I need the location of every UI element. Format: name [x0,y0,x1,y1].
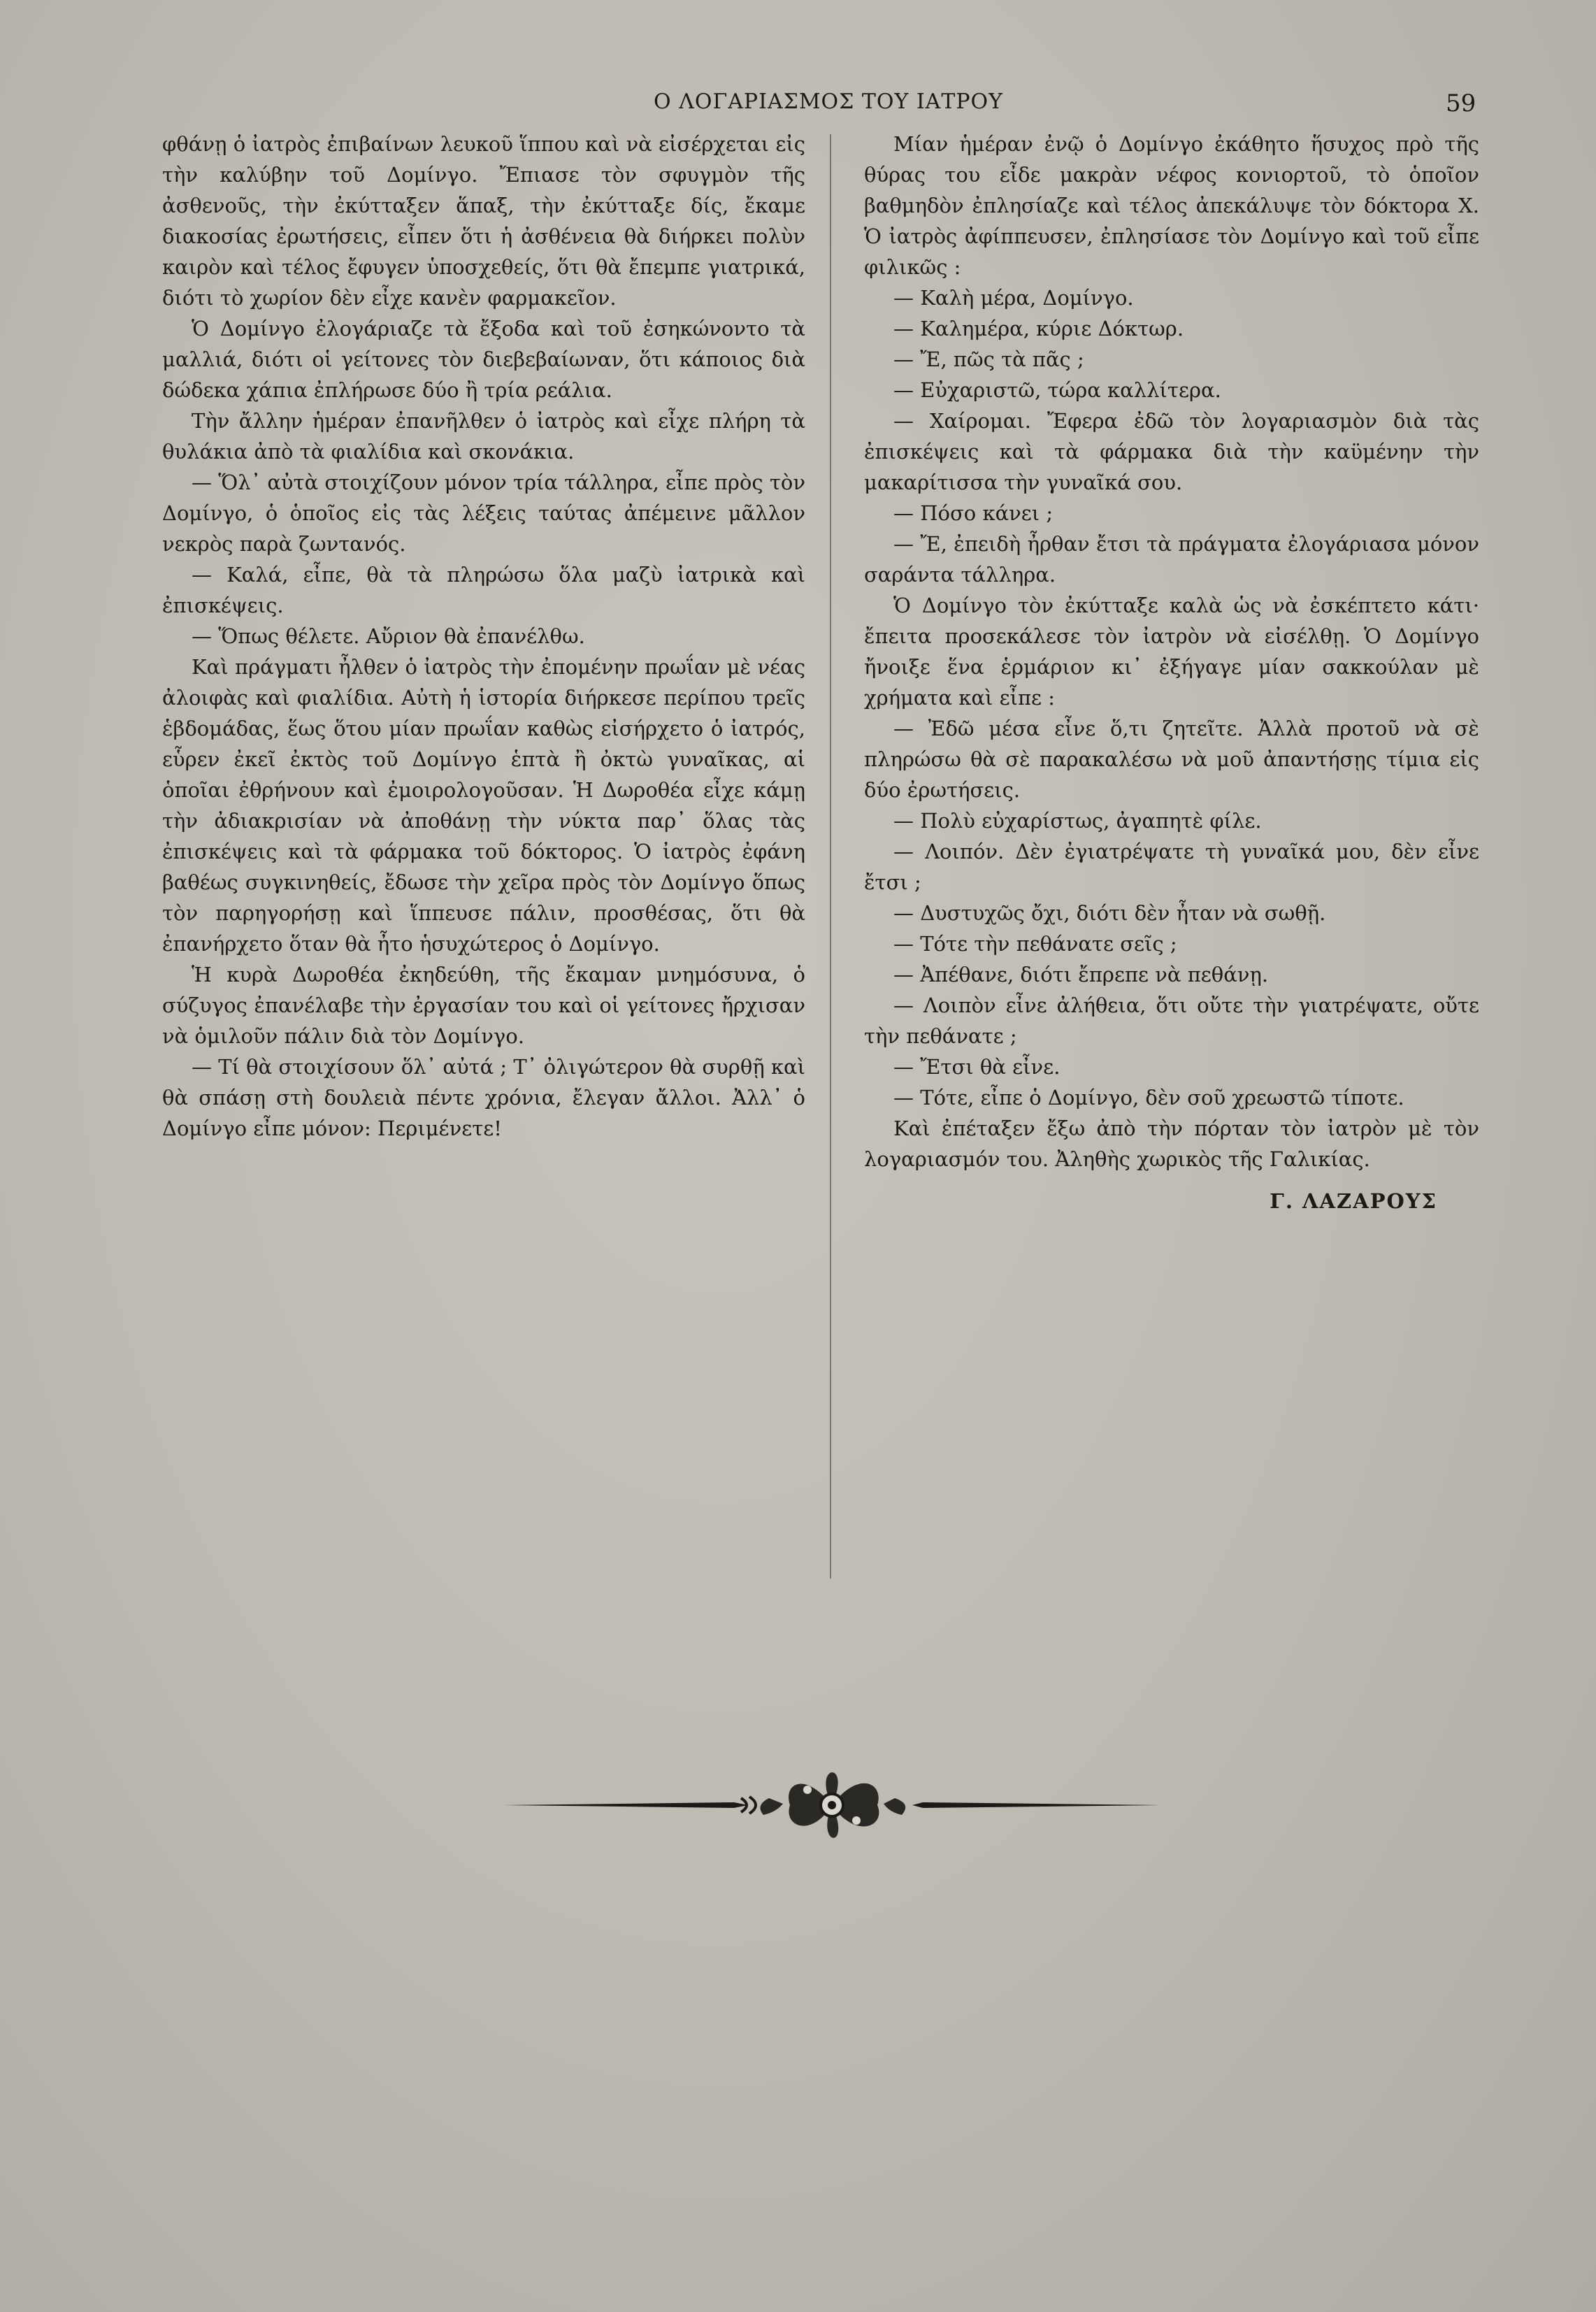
dialogue-line: — Τί θὰ στοιχίσουν ὅλ᾽ αὐτά ; Τ᾽ ὀλιγώτερον θὰ συρθῇ καὶ θὰ σπάσῃ στὴ δουλειὰ πέντε χρόνια, ἔλεγαν ἄλλοι. Ἀλλ᾽ ὁ Δομίνγο εἶπε μόνον: Περιμένετε! [162,1055,805,1140]
dialogue-line: — Πολὺ εὐχαρίστως, ἀγαπητὲ φίλε. [893,809,1262,833]
dialogue-line: — Ἐδῶ μέσα εἶνε ὅ,τι ζητεῖτε. Ἀλλὰ προτοῦ νὰ σὲ πληρώσω θὰ σὲ παρακαλέσω νὰ μοῦ ἀπαντήσῃς τίμια εἰς δύο ἐρωτήσεις. [864,717,1479,802]
author-signature: Γ. ΛΑΖΑΡΟΥΣ [1270,1189,1437,1213]
column-divider [830,134,831,1579]
dialogue-line: — Ἔτσι θὰ εἶνε. [893,1055,1061,1079]
dialogue-line: — Ἀπέθανε, διότι ἔπρεπε νὰ πεθάνῃ. [893,963,1269,986]
dialogue-line: — Λοιπόν. Δὲν ἐγιατρέψατε τὴ γυναῖκά μου, δὲν εἶνε ἔτσι ; [864,840,1479,894]
dialogue-line: — Χαίρομαι. Ἔφερα ἐδῶ τὸν λογαριασμὸν διὰ τὰς ἐπισκέψεις καὶ τὰ φάρμακα διὰ τὴν καϋμένην τὴν μακαρίτισσα τὴν γυναῖκά σου. [864,409,1479,494]
dialogue-line: — Τότε τὴν πεθάνατε σεῖς ; [893,932,1177,956]
paragraph: Ὁ Δομίνγο ἐλογάριαζε τὰ ἔξοδα καὶ τοῦ ἐσηκώνοντο τὰ μαλλιά, διότι οἱ γείτονες τὸν διεβεβαίωναν, ὅτι κάποιος διὰ δώδεκα χάπια ἐπλήρωσε δύο ἢ τρία ρεάλια. [162,317,805,402]
dialogue-line: — Πόσο κάνει ; [893,501,1054,525]
paragraph: φθάνῃ ὁ ἰατρὸς ἐπιβαίνων λευκοῦ ἵππου καὶ νὰ εἰσέρχεται εἰς τὴν καλύβην τοῦ Δομίνγο. Ἔπιασε τὸν σφυγμὸν τῆς ἀσθενοῦς, τὴν ἐκύτταξεν ἅπαξ, τὴν ἐκύτταξε δίς, ἔκαμε διακοσίας ἐρωτήσεις, εἶπεν ὅτι ἡ ἀσθένεια θὰ διήρκει πολὺν καιρὸν καὶ τέλος ἔφυγεν ὑποσχεθείς, ὅτι θὰ ἔπεμπε γιατρικά, διότι τὸ χωρίον δὲν εἶχε κανὲν φαρμακεῖον. [162,132,805,310]
dialogue-line: — Καλά, εἶπε, θὰ τὰ πληρώσω ὅλα μαζὺ ἰατρικὰ καὶ ἐπισκέψεις. [162,563,805,617]
dialogue-line: — Δυστυχῶς ὄχι, διότι δὲν ἦταν νὰ σωθῇ. [893,901,1326,925]
tailpiece-flower-icon [503,1756,1160,1854]
paragraph: Τὴν ἄλλην ἡμέραν ἐπανῆλθεν ὁ ἰατρὸς καὶ εἶχε πλήρη τὰ θυλάκια ἀπὸ τὰ φιαλίδια καὶ σκονάκια. [162,409,805,464]
right-column [864,129,1479,1216]
dialogue-line: — Ἔ, ἐπειδὴ ἦρθαν ἔτσι τὰ πράγματα ἐλογάριασα μόνον σαράντα τάλληρα. [864,532,1479,587]
page-number: 59 [1446,89,1476,117]
paragraph: Καὶ ἐπέταξεν ἔξω ἀπὸ τὴν πόρταν τὸν ἰατρὸν μὲ τὸν λογαριασμόν του. Ἀληθὴς χωρικὸς τῆς Γαλικίας. [864,1116,1479,1171]
paragraph: Ὁ Δομίνγο τὸν ἐκύτταξε καλὰ ὡς νὰ ἐσκέπτετο κάτι· ἔπειτα προσεκάλεσε τὸν ἰατρὸν νὰ εἰσέλθῃ. Ὁ Δομίνγο ἤνοιξε ἕνα ἑρμάριον κι᾽ ἐξήγαγε μίαν σακκούλαν μὲ χρήματα καὶ εἶπε : [864,594,1479,710]
dialogue-line: — Λοιπὸν εἶνε ἀλήθεια, ὅτι οὔτε τὴν γιατρέψατε, οὔτε τὴν πεθάνατε ; [864,993,1479,1048]
paragraph: Καὶ πράγματι ἦλθεν ὁ ἰατρὸς τὴν ἐπομένην πρωΐαν μὲ νέας ἀλοιφὰς καὶ φιαλίδια. Αὐτὴ ἡ ἱστορία διήρκεσε περίπου τρεῖς ἑβδομάδας, ἕως ὅτου μίαν πρωΐαν καθὼς εἰσήρχετο ὁ ἰατρός, εὗρεν ἐκεῖ ἐκτὸς τοῦ Δομίνγο ἑπτὰ ἢ ὀκτὼ γυναῖκας, αἱ ὁποῖαι ἐθρήνουν καὶ ἐμοιρολογοῦσαν. Ἡ Δωροθέα εἶχε κάμῃ τὴν ἀδιακρισίαν νὰ ἀποθάνῃ τὴν νύκτα παρ᾽ ὅλας τὰς ἐπισκέψεις καὶ τὰ φάρμακα τοῦ δόκτορος. Ὁ ἰατρὸς ἐφάνη βαθέως συγκινηθείς, ἔδωσε τὴν χεῖρα πρὸς τὸν Δομίνγο ὅπως τὸν παρηγορήσῃ καὶ ἵππευσε πάλιν, προσθέσας, ὅτι θὰ ἐπανήρχετο ὅταν θὰ ἦτο ἡσυχώτερος ὁ Δομίνγο. [162,655,805,956]
paragraph: Ἡ κυρὰ Δωροθέα ἐκηδεύθη, τῆς ἔκαμαν μνημόσυνα, ὁ σύζυγος ἐπανέλαβε τὴν ἐργασίαν του καὶ οἱ γείτονες ἤρχισαν νὰ ὁμιλοῦν πάλιν διὰ τὸν Δομίνγο. [162,963,805,1048]
dialogue-line: — Ἔ, πῶς τὰ πᾶς ; [893,347,1084,371]
dialogue-line: — Ὅλ᾽ αὐτὰ στοιχίζουν μόνον τρία τάλληρα, εἶπε πρὸς τὸν Δομίνγο, ὁ ὁποῖος εἰς τὰς λέξεις ταύτας ἀπέμεινε μᾶλλον νεκρὸς παρὰ ζωντανός. [162,471,805,556]
paragraph: Μίαν ἡμέραν ἐνῷ ὁ Δομίνγο ἐκάθητο ἥσυχος πρὸ τῆς θύρας του εἶδε μακρὰν νέφος κονιορτοῦ, τὸ ὁποῖον βαθμηδὸν ἐπλησίαζε καὶ τέλος ἀπεκάλυψε τὸν δόκτορα Χ. Ὁ ἰατρὸς ἀφίππευσεν, ἐπλησίασε τὸν Δομίνγο καὶ τοῦ εἶπε φιλικῶς : [864,132,1479,279]
left-column [162,129,805,1144]
dialogue-line: — Εὐχαριστῶ, τώρα καλλίτερα. [893,378,1221,402]
dialogue-line: — Καλημέρα, κύριε Δόκτωρ. [893,317,1184,340]
dialogue-line: — Τότε, εἶπε ὁ Δομίνγο, δὲν σοῦ χρεωστῶ τίποτε. [893,1086,1404,1110]
running-title: Ο ΛΟΓΑΡΙΑΣΜΟΣ ΤΟΥ ΙΑΤΡΟΥ [654,89,1003,114]
dialogue-line: — Ὅπως θέλετε. Αὔριον θὰ ἐπανέλθω. [192,624,585,648]
dialogue-line: — Καλὴ μέρα, Δομίνγο. [893,286,1134,310]
